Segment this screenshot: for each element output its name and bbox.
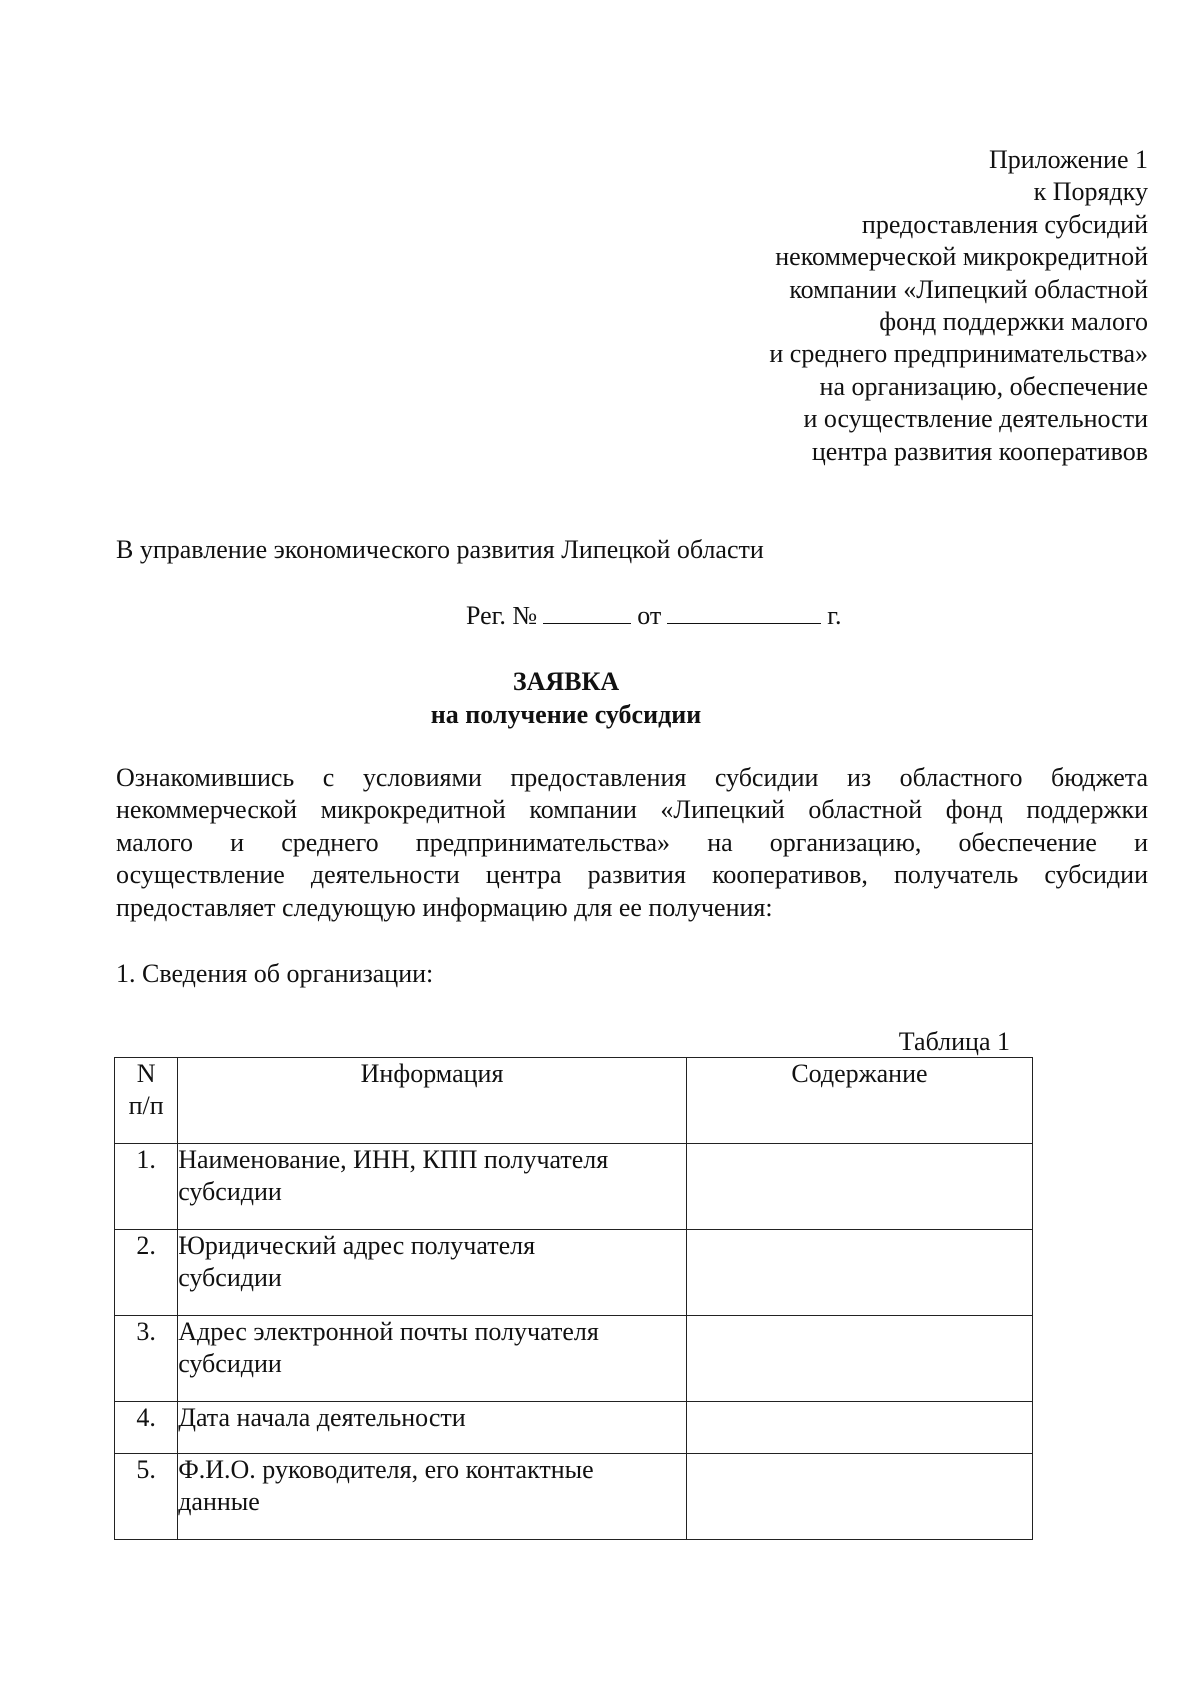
header-num-line: п/п [128, 1091, 164, 1120]
table-row [115, 1402, 1033, 1454]
intro-line: осуществление деятельности центра развития кооперативов, получатель субсидии [116, 860, 1148, 890]
row-content-cell[interactable] [686, 1316, 1032, 1402]
registration-suffix: г. [827, 601, 842, 630]
row-content-cell[interactable] [686, 1402, 1032, 1454]
registration-line [466, 600, 841, 632]
intro-line: предоставляет следующую информацию для ее получения: [116, 892, 773, 922]
title-main: ЗАЯВКА [512, 667, 620, 696]
appendix-line: к Порядку [1033, 177, 1148, 207]
intro-line: Ознакомившись с условиями предоставления субсидии из областного бюджета [116, 763, 1148, 792]
table-row [115, 1144, 1033, 1230]
intro-paragraph [116, 762, 1148, 924]
appendix-line: центра развития кооперативов [811, 436, 1148, 466]
row-info-line: субсидии [178, 1349, 282, 1378]
row-info [178, 1454, 687, 1540]
section-heading: 1. Сведения об организации: [116, 959, 434, 988]
appendix-line: предоставления субсидий [861, 209, 1148, 239]
header-num-line: N [136, 1059, 156, 1088]
appendix-line: и осуществление деятельности [803, 404, 1148, 434]
appendix-line: компании «Липецкий областной [789, 274, 1148, 304]
header-num [115, 1058, 178, 1144]
addressee-line: В управление экономического развития Липецкой области [116, 535, 764, 564]
row-info [178, 1144, 687, 1230]
header-content: Содержание [686, 1058, 1032, 1144]
row-content-cell[interactable] [686, 1454, 1032, 1540]
row-info-line: Наименование, ИНН, КПП получателя [178, 1145, 609, 1174]
appendix-header [640, 144, 1148, 468]
row-content-cell[interactable] [686, 1230, 1032, 1316]
row-info-line: Ф.И.О. руководителя, его контактные [178, 1455, 594, 1484]
row-number: 5. [115, 1454, 178, 1540]
table-caption: Таблица 1 [898, 1027, 1010, 1056]
row-info [178, 1316, 687, 1402]
document-title [0, 665, 1132, 731]
row-number: 4. [115, 1402, 178, 1454]
registration-from: от [637, 601, 662, 630]
organization-info-table [114, 1057, 1033, 1540]
registration-prefix: Рег. № [466, 601, 538, 630]
row-info-line: Дата начала деятельности [178, 1403, 466, 1432]
intro-line: некоммерческой микрокредитной компании «Липецкий областной фонд поддержки [116, 795, 1148, 825]
title-sub: на получение субсидии [430, 700, 702, 729]
row-number: 2. [115, 1230, 178, 1316]
table-header-row [115, 1058, 1033, 1144]
registration-date-blank[interactable] [667, 601, 821, 624]
table-row [115, 1230, 1033, 1316]
row-info [178, 1230, 687, 1316]
row-info-line: Адрес электронной почты получателя [178, 1317, 599, 1346]
row-number: 3. [115, 1316, 178, 1402]
appendix-line: фонд поддержки малого [879, 307, 1148, 337]
row-info [178, 1402, 687, 1454]
row-info-line: Юридический адрес получателя [178, 1231, 536, 1260]
row-info-line: субсидии [178, 1177, 282, 1206]
header-info: Информация [178, 1058, 687, 1144]
row-content-cell[interactable] [686, 1144, 1032, 1230]
table-row [115, 1454, 1033, 1540]
registration-number-blank[interactable] [543, 601, 631, 624]
table-row [115, 1316, 1033, 1402]
row-number: 1. [115, 1144, 178, 1230]
row-info-line: субсидии [178, 1263, 282, 1292]
appendix-line: Приложение 1 [988, 145, 1148, 174]
appendix-line: и среднего предпринимательства» [769, 339, 1148, 369]
appendix-line: на организацию, обеспечение [819, 371, 1148, 401]
intro-line: малого и среднего предпринимательства» на организацию, обеспечение и [116, 827, 1148, 857]
row-info-line: данные [178, 1487, 260, 1516]
appendix-line: некоммерческой микрокредитной [775, 242, 1148, 272]
